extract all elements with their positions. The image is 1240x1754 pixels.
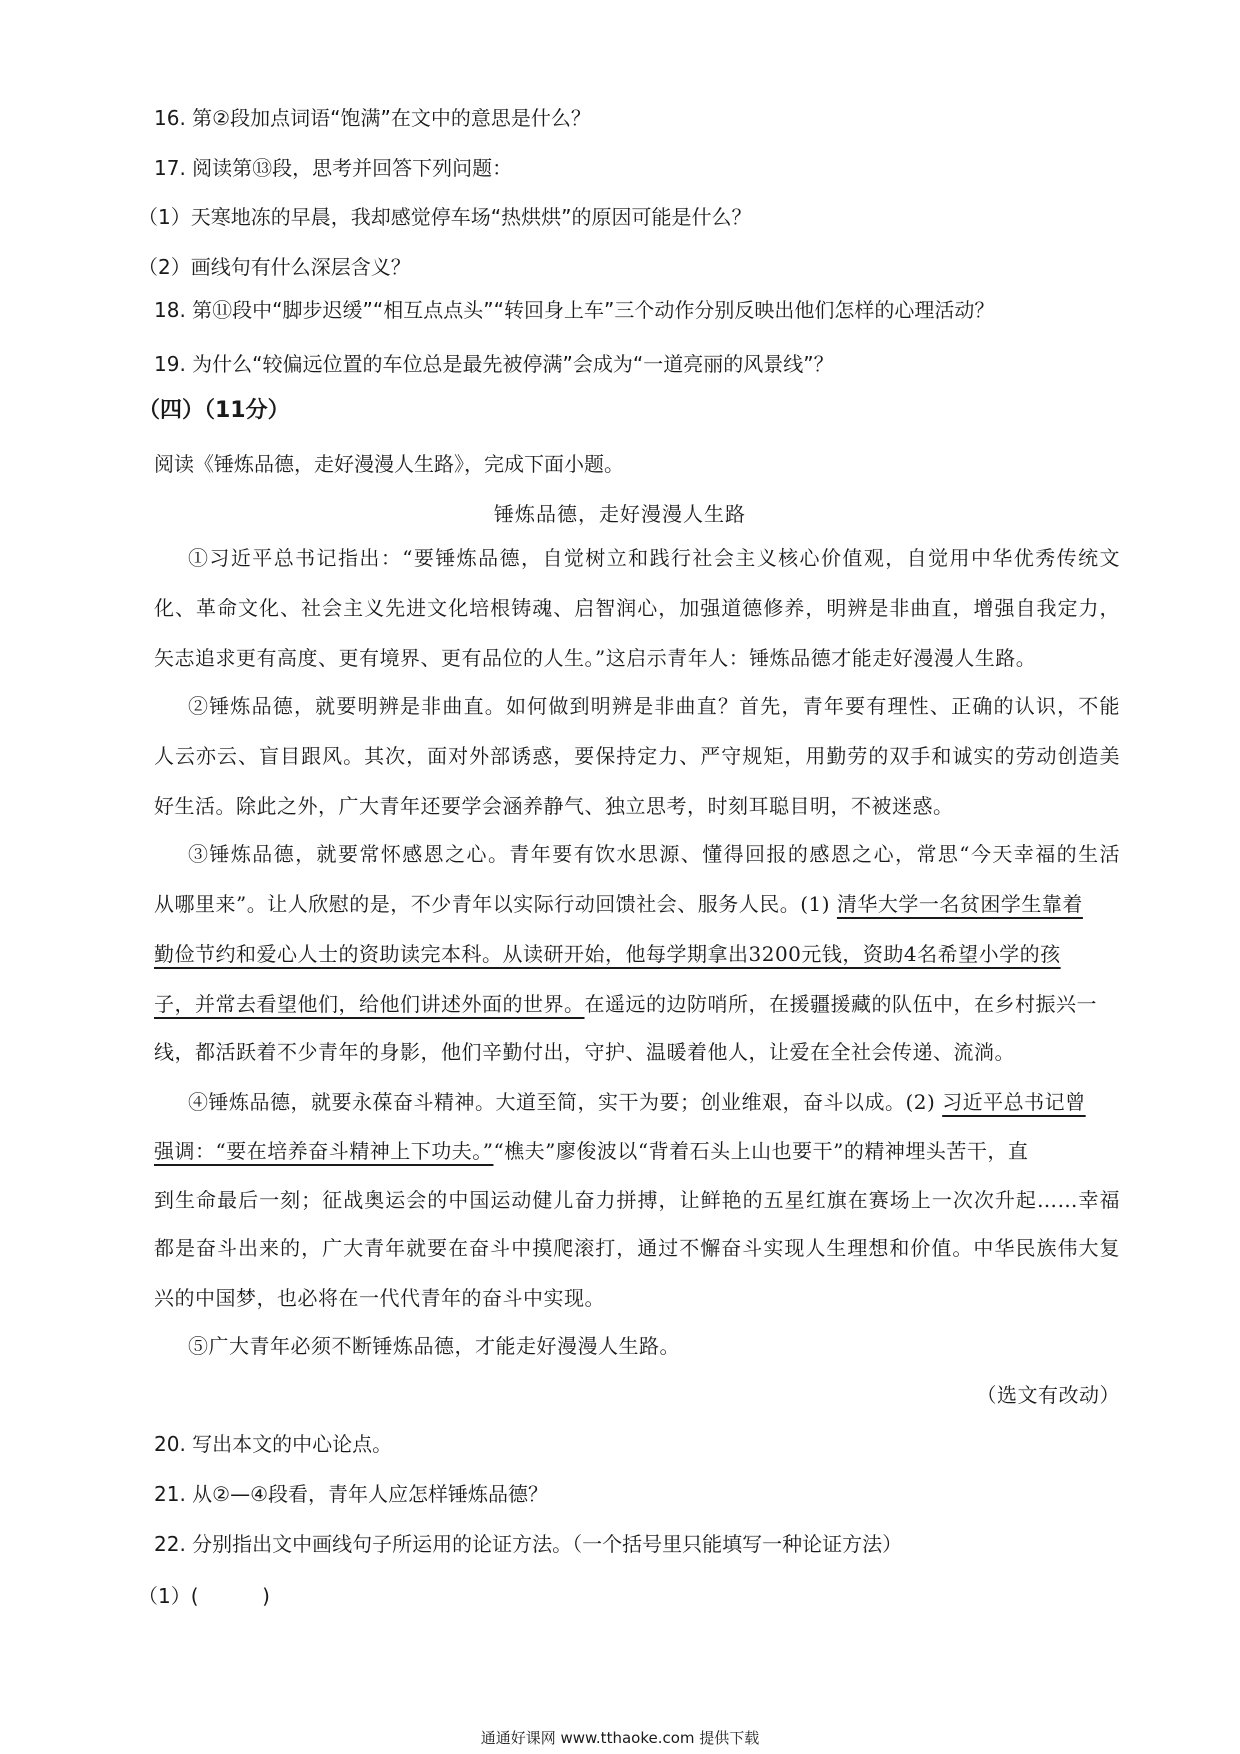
paragraph-3-line-4: [154, 992, 1120, 1016]
question-17-2: （2）画线句有什么深层含义？: [138, 255, 411, 279]
paragraph-1-line-3: 矢志追求更有高度、更有境界、更有品位的人生。”这启示青年人：锤炼品德才能走好漫漫人生路。: [154, 646, 1037, 670]
article-title: 锤炼品德，走好漫漫人生路: [494, 502, 746, 526]
question-21: 21. 从②—④段看，青年人应怎样锤炼品德？: [154, 1482, 549, 1506]
question-17-1: （1）天寒地冻的早晨，我却感觉停车场“热烘烘”的原因可能是什么？: [138, 205, 752, 229]
paragraph-4-line-1-text: ④锤炼品德，就要永葆奋斗精神。大道至简，实干为要；创业维艰，奋斗以成。(2): [188, 1090, 943, 1114]
underlined-sentence-1-start: 清华大学一名贫困学生靠着: [836, 892, 1083, 916]
paragraph-1-line-2: 化、革命文化、社会主义先进文化培根铸魂、启智润心，加强道德修养，明辨是非曲直，增强自我定力，: [154, 596, 1120, 620]
paragraph-3-line-4-text: 在遥远的边防哨所，在援疆援藏的队伍中，在乡村振兴一: [584, 992, 1097, 1016]
underlined-sentence-2-end: 强调：“要在培养奋斗精神上下功夫。”: [154, 1139, 494, 1163]
footer-source: 通通好课网 www.tthaoke.com 提供下载: [480, 1729, 760, 1747]
paragraph-2-line-1: ②锤炼品德，就要明辨是非曲直。如何做到明辨是非曲直？首先，青年要有理性、正确的认识，不能: [188, 694, 1120, 718]
paragraph-3-line-2-text: 从哪里来”。让人欣慰的是，不少青年以实际行动回馈社会、服务人民。(1): [154, 892, 837, 916]
paragraph-4-line-2-text: “樵夫”廖俊波以“背着石头上山也要干”的精神埋头苦干，直: [493, 1139, 1029, 1163]
question-20: 20. 写出本文的中心论点。: [154, 1432, 393, 1456]
question-16: 16. 第②段加点词语“饱满”在文中的意思是什么？: [154, 106, 591, 130]
paragraph-4-line-3: 到生命最后一刻；征战奥运会的中国运动健儿奋力拼搏，让鲜艳的五星红旗在赛场上一次次升起……幸福: [154, 1188, 1120, 1212]
question-18: 18. 第⑪段中“脚步迟缓”“相互点点头”“转回身上车”三个动作分别反映出他们怎样的心理活动？: [154, 298, 995, 322]
section-heading: （四）（11分）: [138, 398, 290, 423]
question-19: 19. 为什么“较偏远位置的车位总是最先被停满”会成为“一道亮丽的风景线”？: [154, 352, 834, 376]
paragraph-4-line-2: [154, 1139, 1120, 1163]
paragraph-2-line-3: 好生活。除此之外，广大青年还要学会涵养静气、独立思考，时刻耳聪目明，不被迷惑。: [154, 794, 954, 818]
question-22-1-answer-blank: （1）( ): [138, 1584, 270, 1608]
underlined-sentence-2-start: 习近平总书记曾: [942, 1090, 1086, 1114]
underlined-sentence-1-middle: 勤俭节约和爱心人士的资助读完本科。从读研开始，他每学期拿出3200元钱，资助4名希望小学的孩: [154, 942, 1061, 966]
paragraph-4-line-5: 兴的中国梦，也必将在一代代青年的奋斗中实现。: [154, 1286, 605, 1310]
paragraph-5: ⑤广大青年必须不断锤炼品德，才能走好漫漫人生路。: [188, 1334, 680, 1358]
paragraph-2-line-2: 人云亦云、盲目跟风。其次，面对外部诱惑，要保持定力、严守规矩，用勤劳的双手和诚实的劳动创造美: [154, 744, 1120, 768]
question-17: 17. 阅读第⑬段，思考并回答下列问题：: [154, 156, 513, 180]
paragraph-3-line-2: [154, 892, 1120, 916]
paragraph-1-line-1: ①习近平总书记指出：“要锤炼品德，自觉树立和践行社会主义核心价值观，自觉用中华优秀传统文: [188, 546, 1120, 570]
source-note: （选文有改动）: [976, 1383, 1120, 1407]
reading-instruction: 阅读《锤炼品德，走好漫漫人生路》，完成下面小题。: [154, 452, 624, 476]
paragraph-3-line-5: 线，都活跃着不少青年的身影，他们辛勤付出，守护、温暖着他人，让爱在全社会传递、流淌。: [154, 1040, 1015, 1064]
paragraph-4-line-1: [188, 1090, 1120, 1114]
paragraph-4-line-4: 都是奋斗出来的，广大青年就要在奋斗中摸爬滚打，通过不懈奋斗实现人生理想和价值。中华民族伟大复: [154, 1236, 1120, 1260]
underlined-sentence-1-end: 子，并常去看望他们，给他们讲述外面的世界。: [154, 992, 585, 1016]
question-22: 22. 分别指出文中画线句子所运用的论证方法。（一个括号里只能填写一种论证方法）: [154, 1532, 903, 1556]
paragraph-3-line-1: ③锤炼品德，就要常怀感恩之心。青年要有饮水思源、懂得回报的感恩之心，常思“今天幸福的生活: [188, 842, 1120, 866]
